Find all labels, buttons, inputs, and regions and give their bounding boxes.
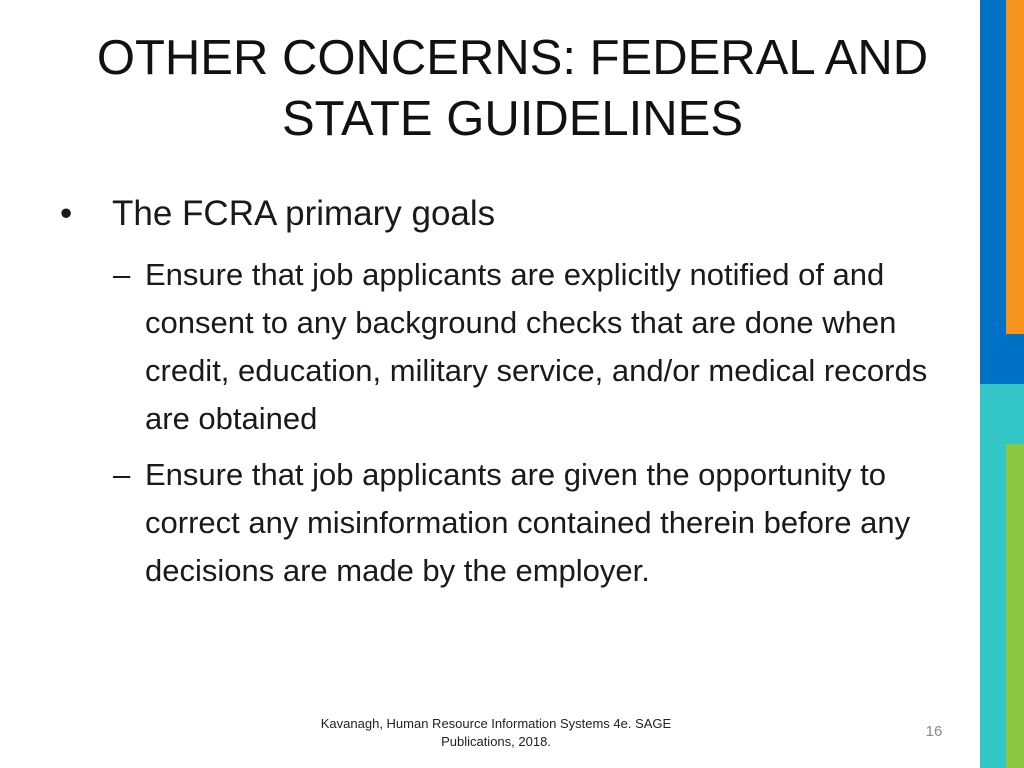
sub-bullet-item	[113, 451, 963, 595]
sub-bullet-marker: –	[113, 457, 131, 492]
sub-bullet-item	[113, 251, 963, 443]
sub-bullet-marker: –	[113, 257, 131, 292]
bullet-marker: •	[60, 194, 73, 233]
page-number: 16	[925, 723, 943, 740]
sub-bullet-text: Ensure that job applicants are explicitly notified of and consent to any background checks that are done when credit, education, military service, and/or medical records are obtained	[145, 257, 928, 436]
sub-bullet-text: Ensure that job applicants are given the opportunity to correct any misinformation contained therein before any decisions are made by the employer.	[145, 457, 911, 588]
slide-title: OTHER CONCERNS: FEDERAL AND STATE GUIDELINES	[96, 31, 929, 146]
bullet-text: The FCRA primary goals	[112, 194, 496, 233]
footer-citation: Kavanagh, Human Resource Information Systems 4e. SAGE Publications, 2018.	[320, 716, 672, 749]
decorative-bar-orange	[1006, 0, 1024, 334]
decorative-bar-green	[1006, 444, 1024, 768]
